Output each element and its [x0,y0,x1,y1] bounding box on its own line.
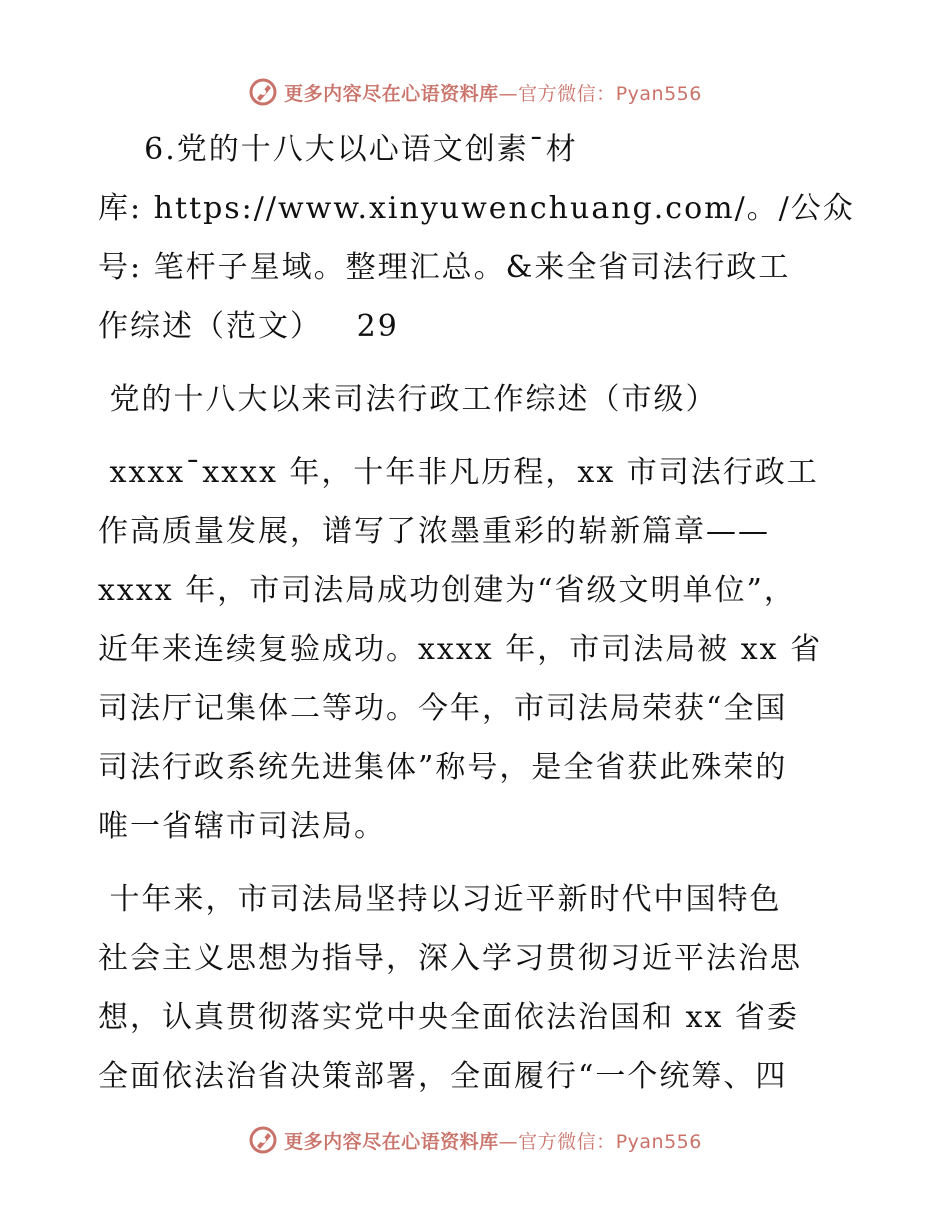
paragraph-2 [98,870,858,1106]
watermark-footer [0,1120,950,1160]
paragraph-line: 作高质量发展，谱写了浓墨重彩的崭新篇章—— [98,514,770,549]
paragraph-line: 全面依法治省决策部署，全面履行“一个统筹、四 [98,1059,788,1094]
pen-logo-icon [248,77,278,107]
paragraph-line: xxxx 年，市司法局成功创建为“省级文明单位”， [98,573,796,608]
paragraph-line: xxxx¯xxxx 年，十年非凡历程，xx 市司法行政工 [98,455,819,490]
pen-logo-icon [248,1125,278,1155]
watermark-text: 更多内容尽在心语资料库—官方微信：Pyan556 [284,82,702,105]
heading-line: 号: 笔杆子星域。整理汇总。&来全省司法行政工 [98,250,791,285]
document-heading [98,120,858,356]
paragraph-line: 社会主义思想为指导，深入学习贯彻习近平法治思 [98,941,802,976]
heading-line: 库: https://www.xinyuwenchuang.com/。/公众 [98,191,855,226]
heading-line: 6.党的十八大以心语文创素¯材 [98,132,578,167]
paragraph-line: 近年来连续复验成功。xxxx 年，市司法局被 xx 省 [98,632,823,667]
paragraph-line: 唯一省辖市司法局。 [98,809,386,844]
paragraph-line: 司法厅记集体二等功。今年，市司法局荣获“全国 [98,691,788,726]
heading-line: 作综述（范文） 29 [98,309,399,344]
paragraph-line: 想，认真贯彻落实党中央全面依法治国和 xx 省委 [98,1000,799,1035]
watermark-text: 更多内容尽在心语资料库—官方微信：Pyan556 [284,1130,702,1153]
watermark-header [0,72,950,112]
paragraph-1 [98,443,858,856]
document-body [98,120,858,1106]
paragraph-line: 十年来，市司法局坚持以习近平新时代中国特色 [98,882,782,917]
document-subtitle [98,370,858,429]
subtitle-line: 党的十八大以来司法行政工作综述（市级） [98,382,718,417]
paragraph-line: 司法行政系统先进集体”称号，是全省获此殊荣的 [98,750,788,785]
